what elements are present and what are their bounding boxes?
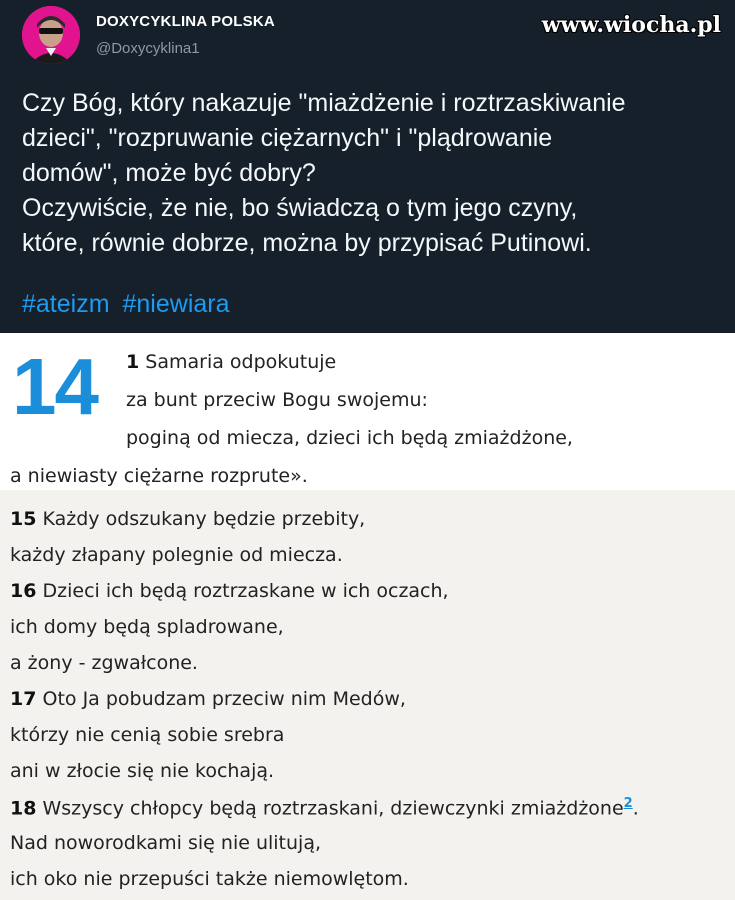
verse-text-tail: . [632,797,639,820]
verse-text: ich domy będą spladrowane, [10,616,284,638]
tweet-card [0,0,735,333]
bible-excerpt-header [0,333,735,487]
verse-line [10,465,308,487]
verse-text: każdy złapany polegnie od miecza. [10,544,343,566]
verse-line [126,351,336,373]
verse-number: 15 [10,508,37,530]
verse-text: a żony - zgwałcone. [10,652,198,674]
verse-line [10,796,639,819]
verse-text: Dzieci ich będą roztrzaskane w ich oczach, [42,580,449,602]
tweet-text [22,86,722,261]
hashtag-link[interactable]: #ateizm [22,290,110,318]
verse-line [10,580,449,602]
verse-number: 17 [10,688,37,710]
verse-text: Oto Ja pobudzam przeciw nim Medów, [42,688,406,710]
verse-text: Samaria odpokutuje [145,351,337,373]
tweet-text-line: dzieci", "rozpruwanie ciężarnych" i "plądrowanie [22,124,553,152]
verse-number: 1 [126,351,140,373]
verse-text: ani w złocie się nie kochają. [10,760,275,782]
verse-line [10,508,365,530]
verse-text: Nad noworodkami się nie ulitują, [10,832,322,854]
verse-text: Każdy odszukany będzie przebity, [42,508,366,530]
author-handle[interactable]: @Doxycyklina1 [96,40,200,57]
verse-text: ich oko nie przepuści także niemowlętom. [10,868,409,890]
tweet-text-line: domów", może być dobry? [22,159,316,187]
tweet-text-line: Czy Bóg, który nakazuje "miażdżenie i roztrzaskiwanie [22,89,626,117]
verse-line [10,688,406,710]
verse-number: 16 [10,580,37,602]
verse-text: a niewiasty ciężarne rozprute». [10,465,308,487]
verse-text: poginą od miecza, dzieci ich będą zmiażdżone, [126,427,573,449]
author-name[interactable]: DOXYCYKLINA POLSKA [96,13,275,30]
footnote-link[interactable]: 2 [623,796,633,811]
avatar-portrait-icon [22,6,80,64]
verse-number: 18 [10,797,37,820]
bible-excerpt-body [0,490,735,900]
verse-line [10,868,409,890]
site-watermark: www.wiocha.pl [541,12,721,38]
verse-line [10,760,274,782]
hashtag-list [22,290,236,319]
verse-text: którzy nie cenią sobie srebra [10,724,285,746]
verse-line [126,389,428,411]
verse-line [10,652,198,674]
verse-text: Wszyscy chłopcy będą roztrzaskani, dziewczynki zmiażdżone [42,797,624,820]
verse-line [10,616,284,638]
verse-text: za bunt przeciw Bogu swojemu: [126,389,428,411]
tweet-text-line: które, równie dobrze, można by przypisać Putinowi. [22,229,592,257]
tweet-text-line: Oczywiście, że nie, bo świadczą o tym jego czyny, [22,194,578,222]
chapter-number: 14 [12,342,97,431]
avatar[interactable] [22,6,80,64]
hashtag-link[interactable]: #niewiara [122,290,230,318]
verse-line [10,544,343,566]
verse-line [126,427,573,449]
verse-line [10,832,321,854]
verse-line [10,724,284,746]
